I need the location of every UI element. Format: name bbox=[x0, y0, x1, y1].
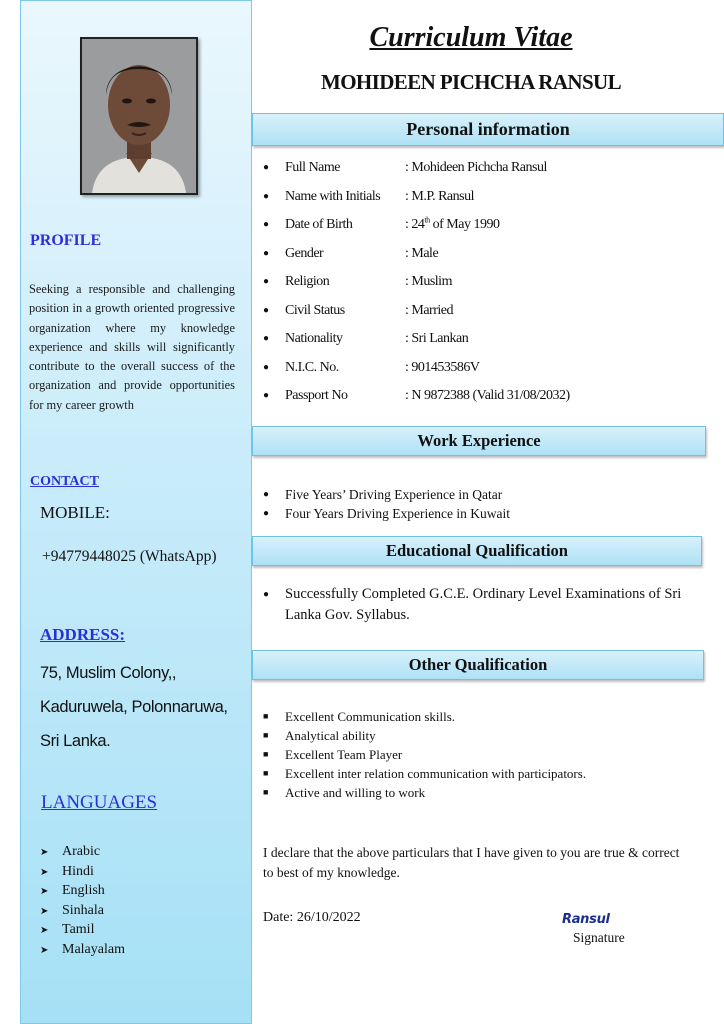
bullet-dot-icon: ● bbox=[263, 190, 269, 202]
signature-label: Signature bbox=[573, 930, 625, 945]
bullet-dot-icon: ● bbox=[263, 390, 269, 401]
info-label: Civil Status bbox=[285, 302, 345, 318]
arrow-bullet-icon: ➤ bbox=[40, 866, 49, 878]
qualification-text: Analytical ability bbox=[285, 728, 376, 743]
list-item bbox=[263, 504, 510, 523]
address-line-1: 75, Muslim Colony,, bbox=[40, 664, 177, 682]
education-list bbox=[263, 584, 693, 626]
bullet-dot-icon: ● bbox=[263, 276, 269, 287]
info-value: : N 9872388 (Valid 31/08/2032) bbox=[405, 388, 570, 403]
info-row-civil-status bbox=[263, 300, 570, 329]
info-value: : Male bbox=[405, 245, 439, 261]
square-bullet-icon: ■ bbox=[263, 787, 269, 797]
info-row-passport bbox=[263, 385, 570, 414]
info-row-initials bbox=[263, 186, 570, 215]
bullet-dot-icon: ● bbox=[263, 489, 270, 500]
other-qualification-list bbox=[263, 707, 586, 802]
personal-info-heading: Personal information bbox=[252, 113, 724, 146]
list-item bbox=[263, 783, 586, 802]
dob-suffix: th bbox=[424, 215, 430, 225]
languages-heading: LANGUAGES bbox=[41, 792, 158, 813]
info-value: : M.P. Ransul bbox=[405, 188, 474, 204]
arrow-bullet-icon: ➤ bbox=[40, 886, 49, 898]
mobile-number: +94779448025 (WhatsApp) bbox=[42, 548, 217, 565]
info-row-religion bbox=[263, 271, 570, 300]
mobile-label: MOBILE: bbox=[40, 503, 110, 522]
bullet-dot-icon: ● bbox=[263, 333, 269, 344]
bullet-dot-icon: ● bbox=[263, 304, 269, 316]
language-label: Arabic bbox=[62, 844, 101, 859]
bullet-dot-icon: ● bbox=[263, 162, 269, 173]
language-label: English bbox=[62, 883, 105, 899]
info-row-nationality bbox=[263, 328, 570, 357]
arrow-bullet-icon: ➤ bbox=[40, 944, 49, 956]
info-label: N.I.C. No. bbox=[285, 359, 339, 375]
date-text: Date: 26/10/2022 bbox=[263, 910, 361, 925]
arrow-bullet-icon: ➤ bbox=[40, 847, 49, 858]
declaration-text: I declare that the above particulars that I have given to you are true & correct to best of my knowledge. bbox=[263, 845, 680, 880]
work-item-text: Five Years’ Driving Experience in Qatar bbox=[285, 487, 503, 502]
info-row-nic bbox=[263, 357, 570, 386]
dob-day: : 24 bbox=[405, 217, 425, 232]
language-item bbox=[40, 862, 125, 882]
square-bullet-icon: ■ bbox=[263, 730, 269, 740]
bullet-dot-icon: ● bbox=[263, 589, 270, 600]
info-value: : Sri Lankan bbox=[405, 331, 469, 346]
qualification-text: Excellent inter relation communication with participators. bbox=[285, 766, 587, 781]
list-item bbox=[263, 584, 693, 626]
info-label: Date of Birth bbox=[285, 217, 353, 232]
other-qualification-heading: Other Qualification bbox=[252, 650, 704, 680]
info-label: Passport No bbox=[285, 388, 348, 403]
square-bullet-icon: ■ bbox=[263, 749, 269, 759]
bullet-dot-icon: ● bbox=[263, 247, 269, 259]
list-item bbox=[263, 764, 586, 783]
info-label: Full Name bbox=[285, 160, 340, 175]
info-label: Gender bbox=[285, 245, 324, 261]
work-item-text: Four Years Driving Experience in Kuwait bbox=[285, 506, 510, 521]
language-label: Tamil bbox=[62, 922, 95, 938]
contact-heading[interactable]: CONTACT bbox=[30, 474, 99, 489]
list-item bbox=[263, 707, 586, 726]
info-value: : Muslim bbox=[405, 274, 452, 289]
languages-list bbox=[40, 842, 125, 960]
work-experience-heading: Work Experience bbox=[252, 426, 706, 456]
qualification-text: Active and willing to work bbox=[285, 785, 426, 800]
qualification-text: Excellent Team Player bbox=[285, 747, 403, 762]
candidate-name: MOHIDEEN PICHCHA RANSUL bbox=[320, 70, 622, 94]
square-bullet-icon: ■ bbox=[263, 711, 269, 721]
arrow-bullet-icon: ➤ bbox=[40, 905, 49, 917]
bullet-dot-icon: ● bbox=[263, 219, 269, 230]
info-value: : 901453586V bbox=[405, 359, 480, 375]
language-item bbox=[40, 881, 125, 901]
language-item bbox=[40, 920, 125, 940]
info-value bbox=[405, 214, 499, 236]
language-label: Hindi bbox=[62, 863, 94, 879]
profile-photo-image bbox=[82, 39, 196, 193]
education-item-text: Successfully Completed G.C.E. Ordinary Level Examinations of Sri Lanka Gov. Syllabus. bbox=[285, 586, 682, 623]
qualification-text: Excellent Communication skills. bbox=[285, 709, 456, 724]
address-heading: ADDRESS: bbox=[40, 625, 126, 644]
language-item bbox=[40, 901, 125, 921]
profile-text: Seeking a responsible and challenging position in a growth oriented progressive organization where my knowledge experience and skills will significantly contribute to the overall success of the organization and provide opportunities for my career growth bbox=[29, 282, 235, 412]
education-heading: Educational Qualification bbox=[252, 536, 702, 566]
info-value: : Mohideen Pichcha Ransul bbox=[405, 160, 547, 175]
language-label: Malayalam bbox=[62, 941, 125, 957]
list-item bbox=[263, 745, 586, 764]
arrow-bullet-icon: ➤ bbox=[40, 925, 49, 937]
list-item bbox=[263, 485, 510, 504]
square-bullet-icon: ■ bbox=[263, 768, 269, 778]
info-label: Religion bbox=[285, 274, 330, 289]
info-row-dob bbox=[263, 214, 570, 243]
language-item bbox=[40, 940, 125, 960]
bullet-dot-icon: ● bbox=[263, 508, 270, 519]
info-value: : Married bbox=[405, 302, 453, 318]
work-experience-list bbox=[263, 485, 510, 523]
info-label: Name with Initials bbox=[285, 188, 381, 204]
dob-month-year: of May 1990 bbox=[429, 217, 500, 232]
document-title: Curriculum Vitae bbox=[369, 22, 573, 53]
address-line-2: Kaduruwela, Polonnaruwa, bbox=[40, 698, 228, 716]
bullet-dot-icon: ● bbox=[263, 361, 269, 373]
personal-info-list bbox=[263, 157, 570, 414]
profile-photo bbox=[80, 37, 198, 195]
info-row-gender bbox=[263, 243, 570, 272]
info-row-full-name bbox=[263, 157, 570, 186]
profile-heading: PROFILE bbox=[30, 232, 102, 249]
info-label: Nationality bbox=[285, 331, 343, 346]
address-line-3: Sri Lanka. bbox=[40, 732, 111, 750]
list-item bbox=[263, 726, 586, 745]
language-item bbox=[40, 842, 125, 862]
language-label: Sinhala bbox=[62, 902, 104, 918]
handwritten-signature: Ransul bbox=[562, 912, 610, 927]
